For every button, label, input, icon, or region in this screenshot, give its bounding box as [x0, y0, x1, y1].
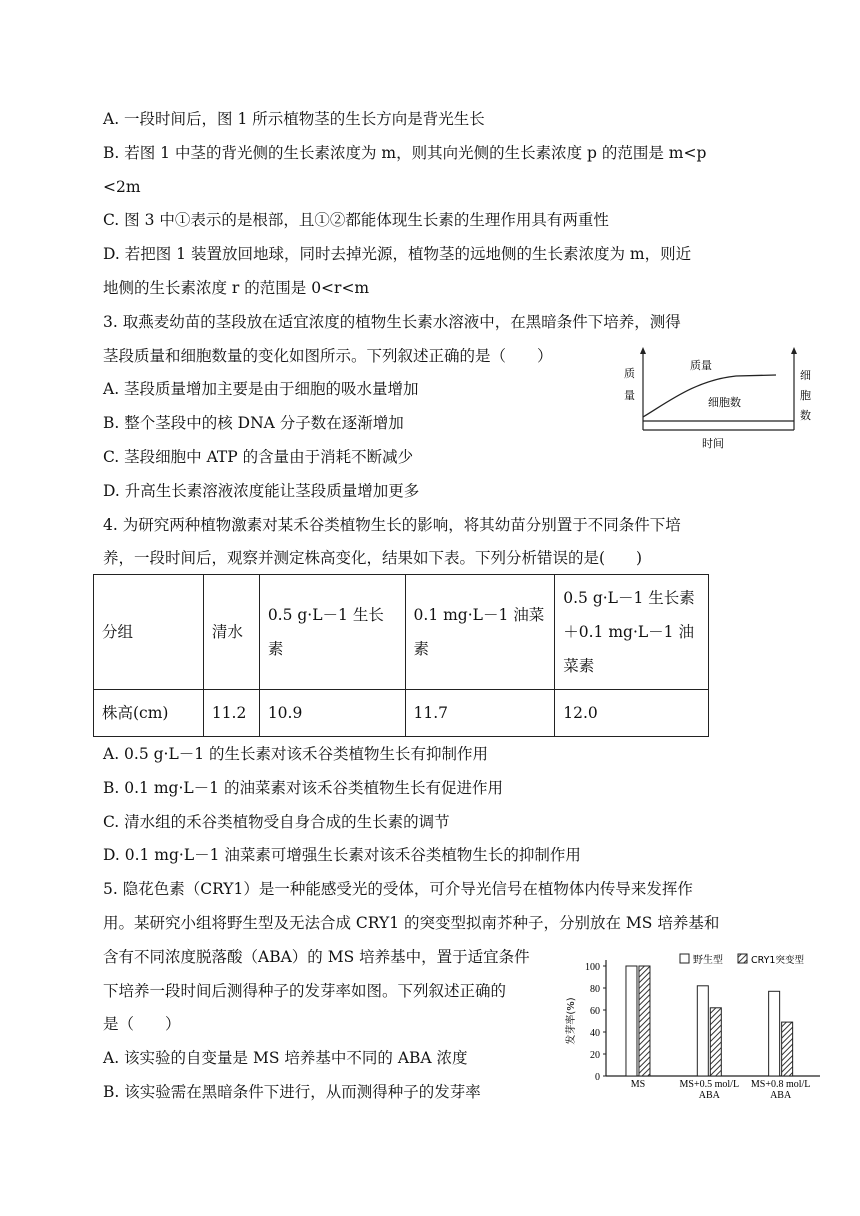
text-line: C. 图 3 中①表示的是根部，且①②都能体现生长素的生理作用具有两重性	[103, 211, 609, 229]
option-b: B. 0.1 mg·L－1 的油菜素对该禾谷类植物生长有促进作用	[103, 779, 503, 797]
table-header-row	[94, 575, 709, 690]
text-line: B. 若图 1 中茎的背光侧的生长素浓度为 m，则其向光侧的生长素浓度 p 的范围是 m<p	[103, 144, 707, 162]
table-header-cell: 0.5 g·L－1 生长素＋0.1 mg·L－1 油菜素	[555, 575, 709, 690]
question-5-stem: 用。某研究小组将野生型及无法合成 CRY1 的突变型拟南芥种子，分别放在 MS 培养基和	[103, 914, 720, 932]
bar-mutant	[639, 966, 650, 1076]
text-line: <2m	[103, 178, 141, 196]
y-tick-label: 60	[590, 1006, 600, 1017]
legend-swatch-mutant	[738, 954, 747, 963]
question-5-stem: 是（ ）	[103, 1015, 181, 1033]
option-a: A. 该实验的自变量是 MS 培养基中不同的 ABA 浓度	[103, 1049, 468, 1067]
left-axis-char: 质	[624, 367, 635, 380]
table-header-cell: 清水	[203, 575, 259, 690]
option-a: A. 茎段质量增加主要是由于细胞的吸水量增加	[103, 380, 419, 398]
option-d: D. 0.1 mg·L－1 油菜素可增强生长素对该禾谷类植物生长的抑制作用	[103, 846, 581, 864]
option-b: B. 该实验需在黑暗条件下进行，从而测得种子的发芽率	[103, 1083, 481, 1101]
x-category-label: ABA	[770, 1090, 792, 1101]
bar-wild	[626, 966, 637, 1076]
mass-curve-label: 质量	[690, 359, 712, 372]
question-5-stem: 含有不同浓度脱落酸（ABA）的 MS 培养基中，置于适宜条件	[103, 948, 530, 966]
left-axis-char: 量	[624, 389, 635, 402]
x-category-label: MS+0.8 mol/L	[750, 1079, 811, 1090]
question-5-stem: 下培养一段时间后测得种子的发芽率如图。下列叙述正确的	[103, 982, 507, 1000]
bar-wild	[697, 986, 708, 1076]
option-a: A. 0.5 g·L－1 的生长素对该禾谷类植物生长有抑制作用	[103, 745, 489, 763]
bar-mutant	[782, 1022, 793, 1076]
y-tick-label: 80	[590, 984, 600, 995]
option-b: B. 整个茎段中的核 DNA 分子数在逐渐增加	[103, 414, 404, 432]
plant-height-table	[93, 574, 709, 737]
x-category-label: ABA	[698, 1090, 720, 1101]
table-cell: 10.9	[259, 690, 405, 737]
bar-wild	[769, 991, 780, 1076]
table-row-label: 株高(cm)	[94, 690, 204, 737]
cellcount-curve-label: 细胞数	[708, 396, 741, 409]
question-5-stem: 5. 隐花色素（CRY1）是一种能感受光的受体，可介导光信号在植物体内传导来发挥作	[103, 880, 693, 898]
table-cell: 11.7	[405, 690, 555, 737]
y-tick-label: 20	[590, 1050, 600, 1061]
option-d: D. 升高生长素溶液浓度能让茎段质量增加更多	[103, 482, 420, 500]
right-axis-char: 细	[800, 369, 811, 382]
bar-mutant	[710, 1008, 721, 1076]
germination-rate-chart	[562, 946, 824, 1104]
y-tick-label: 40	[590, 1028, 600, 1039]
table-header-cell: 0.5 g·L－1 生长素	[259, 575, 405, 690]
table-header-cell: 0.1 mg·L－1 油菜素	[405, 575, 555, 690]
x-axis-label: 时间	[702, 437, 724, 450]
text-line: 地侧的生长素浓度 r 的范围是 0<r<m	[103, 279, 370, 297]
x-category-label: MS+0.5 mol/L	[679, 1079, 740, 1090]
right-axis-char: 胞	[800, 389, 811, 402]
table-header-cell: 分组	[94, 575, 204, 690]
table-cell: 11.2	[203, 690, 259, 737]
y-tick-label: 100	[585, 962, 600, 973]
question-3-stem: 茎段质量和细胞数量的变化如图所示。下列叙述正确的是（ ）	[103, 347, 553, 365]
question-4-stem: 4. 为研究两种植物激素对某禾谷类植物生长的影响，将其幼苗分别置于不同条件下培	[103, 516, 681, 534]
text-line: D. 若把图 1 装置放回地球，同时去掉光源，植物茎的远地侧的生长素浓度为 m，则近	[103, 245, 692, 263]
question-3-stem: 3. 取燕麦幼苗的茎段放在适宜浓度的植物生长素水溶液中，在黑暗条件下培养，测得	[103, 313, 681, 331]
table-cell: 12.0	[555, 690, 709, 737]
table-row	[94, 690, 709, 737]
legend-swatch-wild	[680, 954, 689, 963]
option-c: C. 茎段细胞中 ATP 的含量由于消耗不断减少	[103, 448, 414, 466]
mass-cellcount-figure	[618, 344, 818, 452]
legend-label-wild: 野生型	[693, 955, 723, 966]
x-category-label: MS	[630, 1079, 646, 1090]
text-line: A. 一段时间后，图 1 所示植物茎的生长方向是背光生长	[103, 110, 485, 128]
y-axis-label: 发芽率(%)	[566, 997, 577, 1045]
right-axis-char: 数	[800, 409, 811, 422]
y-tick-label: 0	[595, 1072, 600, 1083]
question-4-stem: 养，一段时间后，观察并测定株高变化，结果如下表。下列分析错误的是( )	[103, 549, 643, 567]
option-c: C. 清水组的禾谷类植物受自身合成的生长素的调节	[103, 813, 450, 831]
legend-label-mutant: CRY1突变型	[751, 955, 804, 966]
